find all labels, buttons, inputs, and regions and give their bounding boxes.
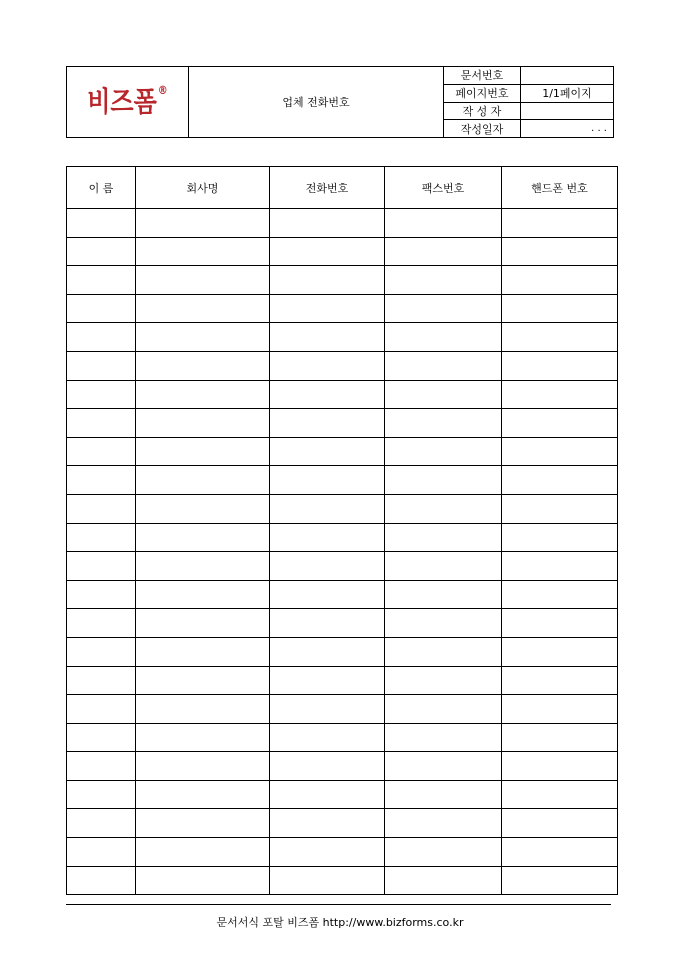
- table-cell[interactable]: [67, 666, 136, 695]
- table-row: [67, 866, 618, 895]
- table-cell[interactable]: [136, 752, 270, 781]
- document-title: 업체 전화번호: [189, 67, 444, 138]
- column-header-fax: 팩스번호: [385, 167, 502, 209]
- table-row: [67, 609, 618, 638]
- table-cell[interactable]: [136, 695, 270, 724]
- table-cell[interactable]: [67, 351, 136, 380]
- table-cell[interactable]: [502, 723, 618, 752]
- table-cell[interactable]: [136, 580, 270, 609]
- table-cell[interactable]: [270, 866, 385, 895]
- page-number-value[interactable]: 1/1페이지: [521, 84, 614, 102]
- author-label: 작 성 자: [444, 102, 521, 120]
- table-cell[interactable]: [502, 580, 618, 609]
- table-cell[interactable]: [67, 523, 136, 552]
- table-cell[interactable]: [270, 209, 385, 238]
- table-cell[interactable]: [270, 380, 385, 409]
- table-row: [67, 266, 618, 295]
- table-cell[interactable]: [270, 637, 385, 666]
- table-row: [67, 494, 618, 523]
- table-row: [67, 723, 618, 752]
- table-cell[interactable]: [502, 695, 618, 724]
- table-cell[interactable]: [385, 609, 502, 638]
- table-cell[interactable]: [67, 723, 136, 752]
- table-cell[interactable]: [385, 723, 502, 752]
- table-cell[interactable]: [502, 237, 618, 266]
- table-row: [67, 752, 618, 781]
- table-cell[interactable]: [67, 580, 136, 609]
- table-cell[interactable]: [136, 237, 270, 266]
- table-cell[interactable]: [385, 209, 502, 238]
- table-cell[interactable]: [67, 237, 136, 266]
- table-cell[interactable]: [270, 609, 385, 638]
- table-cell[interactable]: [385, 351, 502, 380]
- table-row: [67, 552, 618, 581]
- table-cell[interactable]: [502, 523, 618, 552]
- table-cell[interactable]: [385, 380, 502, 409]
- table-cell[interactable]: [502, 437, 618, 466]
- table-cell[interactable]: [270, 409, 385, 438]
- table-cell[interactable]: [67, 809, 136, 838]
- logo-cell: [67, 67, 189, 138]
- column-header-phone: 전화번호: [270, 167, 385, 209]
- table-cell[interactable]: [136, 523, 270, 552]
- footer-text: 문서서식 포탈 비즈폼 http://www.bizforms.co.kr: [216, 916, 464, 929]
- table-cell[interactable]: [270, 437, 385, 466]
- table-cell[interactable]: [270, 723, 385, 752]
- table-row: [67, 380, 618, 409]
- table-cell[interactable]: [67, 437, 136, 466]
- table-cell[interactable]: [136, 409, 270, 438]
- table-cell[interactable]: [385, 323, 502, 352]
- table-cell[interactable]: [502, 380, 618, 409]
- table-row: [67, 666, 618, 695]
- table-cell[interactable]: [270, 580, 385, 609]
- table-row: [67, 409, 618, 438]
- table-cell[interactable]: [502, 637, 618, 666]
- table-cell[interactable]: [67, 780, 136, 809]
- table-cell[interactable]: [136, 466, 270, 495]
- table-cell[interactable]: [385, 866, 502, 895]
- table-cell[interactable]: [385, 809, 502, 838]
- table-cell[interactable]: [502, 351, 618, 380]
- table-row: [67, 580, 618, 609]
- table-cell[interactable]: [136, 609, 270, 638]
- table-cell[interactable]: [502, 838, 618, 867]
- table-cell[interactable]: [136, 380, 270, 409]
- date-value[interactable]: . . .: [521, 120, 614, 138]
- table-cell[interactable]: [270, 494, 385, 523]
- table-body: [67, 209, 618, 895]
- bizforms-logo: 비즈폼®: [87, 84, 168, 119]
- table-cell[interactable]: [136, 666, 270, 695]
- table-cell[interactable]: [502, 780, 618, 809]
- table-cell[interactable]: [270, 523, 385, 552]
- table-cell[interactable]: [136, 351, 270, 380]
- doc-number-value[interactable]: [521, 67, 614, 85]
- table-cell[interactable]: [136, 209, 270, 238]
- table-cell[interactable]: [136, 323, 270, 352]
- table-cell[interactable]: [385, 838, 502, 867]
- table-cell[interactable]: [385, 580, 502, 609]
- table-cell[interactable]: [67, 695, 136, 724]
- table-cell[interactable]: [67, 209, 136, 238]
- table-cell[interactable]: [385, 294, 502, 323]
- table-cell[interactable]: [502, 752, 618, 781]
- table-cell[interactable]: [502, 466, 618, 495]
- footer-divider: [66, 904, 611, 905]
- table-cell[interactable]: [67, 409, 136, 438]
- table-cell[interactable]: [502, 494, 618, 523]
- table-cell[interactable]: [270, 838, 385, 867]
- table-cell[interactable]: [136, 637, 270, 666]
- table-cell[interactable]: [270, 780, 385, 809]
- table-cell[interactable]: [502, 809, 618, 838]
- table-cell[interactable]: [270, 266, 385, 295]
- table-cell[interactable]: [385, 637, 502, 666]
- table-row: [67, 809, 618, 838]
- table-row: [67, 437, 618, 466]
- table-cell[interactable]: [136, 780, 270, 809]
- table-cell[interactable]: [67, 637, 136, 666]
- document-header: [66, 66, 614, 138]
- table-cell[interactable]: [67, 866, 136, 895]
- table-cell[interactable]: [502, 266, 618, 295]
- table-cell[interactable]: [67, 838, 136, 867]
- table-cell[interactable]: [67, 494, 136, 523]
- table-cell[interactable]: [67, 752, 136, 781]
- table-cell[interactable]: [67, 294, 136, 323]
- table-cell[interactable]: [502, 209, 618, 238]
- table-cell[interactable]: [502, 294, 618, 323]
- table-cell[interactable]: [502, 409, 618, 438]
- table-row: [67, 294, 618, 323]
- table-cell[interactable]: [385, 466, 502, 495]
- table-cell[interactable]: [385, 437, 502, 466]
- table-cell[interactable]: [270, 552, 385, 581]
- table-cell[interactable]: [270, 351, 385, 380]
- table-cell[interactable]: [136, 437, 270, 466]
- table-cell[interactable]: [385, 780, 502, 809]
- table-row: [67, 838, 618, 867]
- column-header-company: 회사명: [136, 167, 270, 209]
- table-cell[interactable]: [136, 294, 270, 323]
- table-cell[interactable]: [67, 609, 136, 638]
- table-cell[interactable]: [385, 266, 502, 295]
- table-cell[interactable]: [136, 552, 270, 581]
- table-cell[interactable]: [270, 237, 385, 266]
- table-cell[interactable]: [385, 494, 502, 523]
- table-cell[interactable]: [270, 294, 385, 323]
- table-cell[interactable]: [270, 809, 385, 838]
- page-number-label: 페이지번호: [444, 84, 521, 102]
- table-cell[interactable]: [502, 552, 618, 581]
- table-cell[interactable]: [385, 237, 502, 266]
- table-row: [67, 351, 618, 380]
- table-row: [67, 780, 618, 809]
- table-cell[interactable]: [385, 523, 502, 552]
- table-row: [67, 523, 618, 552]
- table-cell[interactable]: [270, 466, 385, 495]
- date-label: 작성일자: [444, 120, 521, 138]
- table-cell[interactable]: [136, 266, 270, 295]
- table-cell[interactable]: [502, 866, 618, 895]
- table-row: [67, 323, 618, 352]
- table-cell[interactable]: [136, 494, 270, 523]
- table-cell[interactable]: [502, 609, 618, 638]
- table-cell[interactable]: [270, 752, 385, 781]
- table-cell[interactable]: [385, 695, 502, 724]
- table-row: [67, 695, 618, 724]
- table-cell[interactable]: [67, 266, 136, 295]
- author-value[interactable]: [521, 102, 614, 120]
- doc-number-label: 문서번호: [444, 67, 521, 85]
- table-row: [67, 237, 618, 266]
- table-cell[interactable]: [270, 323, 385, 352]
- column-header-name: 이 름: [67, 167, 136, 209]
- table-row: [67, 209, 618, 238]
- table-cell[interactable]: [67, 552, 136, 581]
- table-header-row: [67, 167, 618, 209]
- column-header-mobile: 핸드폰 번호: [502, 167, 618, 209]
- phone-directory-table: [66, 166, 618, 895]
- table-cell[interactable]: [67, 380, 136, 409]
- table-cell[interactable]: [136, 723, 270, 752]
- table-cell[interactable]: [385, 666, 502, 695]
- table-cell[interactable]: [385, 752, 502, 781]
- table-cell[interactable]: [136, 866, 270, 895]
- table-cell[interactable]: [136, 809, 270, 838]
- table-cell[interactable]: [270, 695, 385, 724]
- table-cell[interactable]: [502, 323, 618, 352]
- table-row: [67, 637, 618, 666]
- table-cell[interactable]: [136, 838, 270, 867]
- table-row: [67, 466, 618, 495]
- table-cell[interactable]: [385, 409, 502, 438]
- table-cell[interactable]: [270, 666, 385, 695]
- table-cell[interactable]: [385, 552, 502, 581]
- table-cell[interactable]: [502, 666, 618, 695]
- table-cell[interactable]: [67, 466, 136, 495]
- table-cell[interactable]: [67, 323, 136, 352]
